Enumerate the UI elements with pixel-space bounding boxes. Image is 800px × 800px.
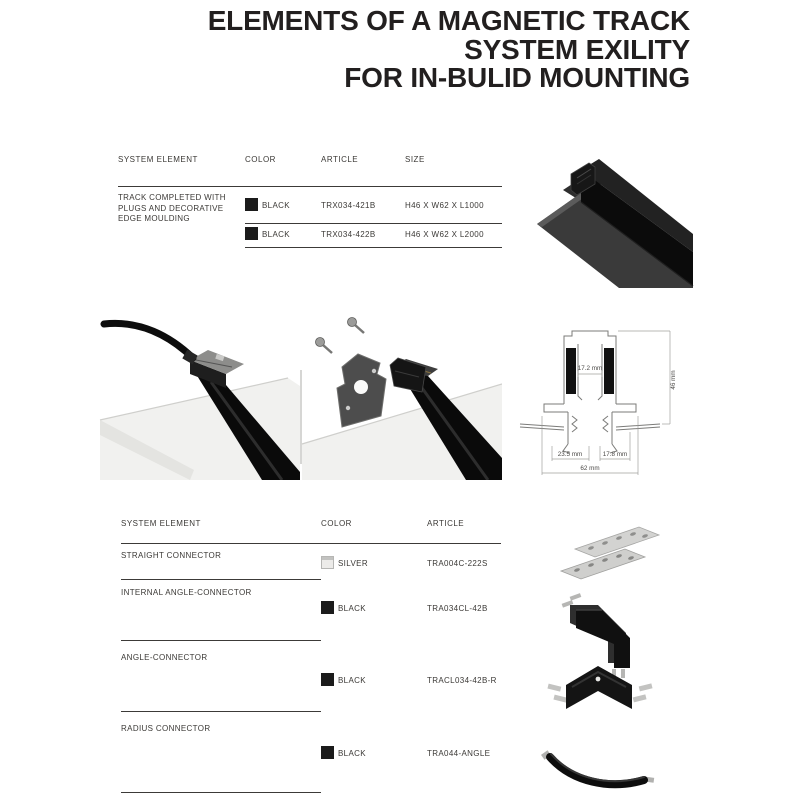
table2-row2-element: INTERNAL ANGLE-CONNECTOR <box>121 588 252 597</box>
table2-header-rule <box>121 543 501 544</box>
dim-height-label: 46 mm <box>670 370 677 390</box>
table2-row-rule <box>121 579 321 580</box>
table1-header-size: SIZE <box>405 155 425 164</box>
table1-bottom-rule <box>245 247 502 248</box>
table2-bottom-rule <box>121 792 321 793</box>
color-swatch-black <box>321 673 334 686</box>
table2-row3-color-label: BLACK <box>338 676 366 685</box>
table2-row1-element: STRAIGHT CONNECTOR <box>121 551 222 560</box>
table2-row1-color-label: SILVER <box>338 559 368 568</box>
table1-header-article: ARTICLE <box>321 155 359 164</box>
table1-row1-size: H46 X W62 X L1000 <box>405 201 484 210</box>
end-cap-mounting-exploded-image <box>300 308 502 480</box>
table1-element-name: TRACK COMPLETED WITH PLUGS AND DECORATIVE EDGE MOULDING <box>118 193 226 223</box>
table2-row-rule <box>121 711 321 712</box>
table1-header-system-element: SYSTEM ELEMENT <box>118 155 198 164</box>
color-swatch-black <box>321 746 334 759</box>
table2-row3-element: ANGLE-CONNECTOR <box>121 653 208 662</box>
track-product-image <box>535 148 695 288</box>
table2-row-rule <box>121 640 321 641</box>
table1-header-rule <box>118 186 502 187</box>
color-swatch-black <box>245 227 258 240</box>
table1-row1-color-label: BLACK <box>262 201 290 210</box>
dim-total-width-label: 62 mm <box>580 465 600 472</box>
table1-header-color: COLOR <box>245 155 276 164</box>
dim-bottom-left-label: 23.5 mm <box>557 451 583 458</box>
page-title-line-1: ELEMENTS OF A MAGNETIC TRACK <box>207 5 690 36</box>
table1-row2-color-label: BLACK <box>262 230 290 239</box>
color-swatch-silver <box>321 556 334 569</box>
table1-row1-article: TRX034-421B <box>321 201 376 210</box>
table2-header-color: COLOR <box>321 519 352 528</box>
table2-header-article: ARTICLE <box>427 519 465 528</box>
screw-icon <box>316 338 333 354</box>
table2-row2-color-label: BLACK <box>338 604 366 613</box>
color-swatch-black <box>321 601 334 614</box>
table1-row-rule <box>245 223 502 224</box>
table2-row3-article: TRACL034-42B-R <box>427 676 497 685</box>
color-swatch-black <box>245 198 258 211</box>
angle-connector-image <box>540 655 660 733</box>
page-title-line-3: FOR IN-BULID MOUNTING <box>344 62 690 93</box>
screw-icon <box>348 318 365 334</box>
table2-row4-color-label: BLACK <box>338 749 366 758</box>
table2-row4-article: TRA044-ANGLE <box>427 749 491 758</box>
table2-header-system-element: SYSTEM ELEMENT <box>121 519 201 528</box>
dim-bottom-right-label: 17.8 mm <box>602 451 628 458</box>
page-title <box>0 7 690 93</box>
page-title-line-2: SYSTEM EXILITY <box>464 33 690 65</box>
straight-connector-image <box>545 523 675 588</box>
table2-row4-element: RADIUS CONNECTOR <box>121 724 211 733</box>
track-cross-section-drawing <box>518 320 703 485</box>
dim-inner-width-label: 17.2 mm <box>577 365 603 372</box>
table1-row2-size: H46 X W62 X L2000 <box>405 230 484 239</box>
table2-row1-article: TRA004C-222S <box>427 559 488 568</box>
table1-row2-article: TRX034-422B <box>321 230 376 239</box>
radius-connector-image <box>540 744 660 799</box>
table2-row2-article: TRA034CL-42B <box>427 604 488 613</box>
installed-track-with-cable-image <box>98 308 300 480</box>
